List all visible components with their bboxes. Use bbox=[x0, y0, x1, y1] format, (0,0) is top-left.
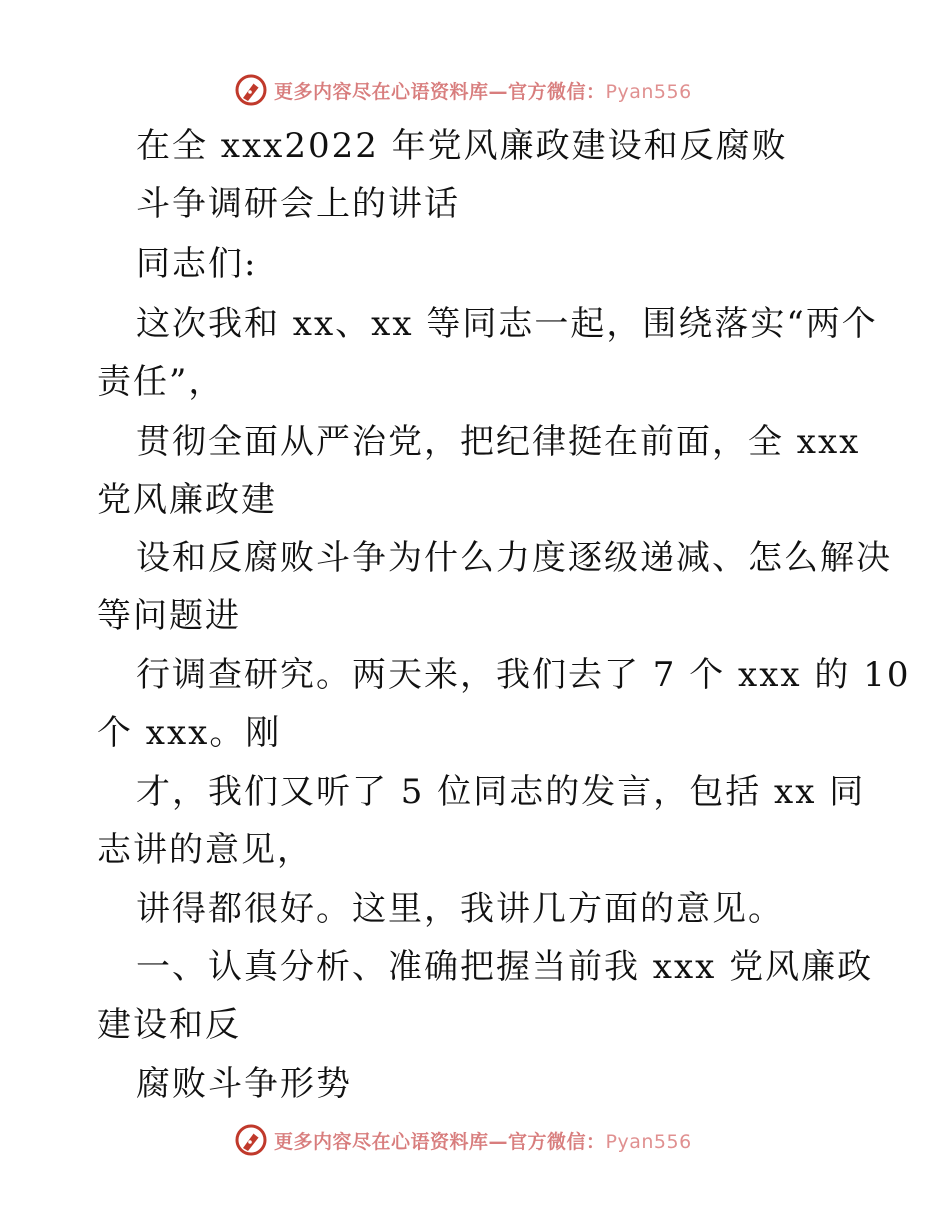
pen-nib-circle-icon bbox=[234, 73, 268, 107]
paragraph-line: 责任”， bbox=[97, 362, 225, 402]
doc-title-line-1: 在全 xxx2022 年党风廉政建设和反腐败 bbox=[136, 126, 788, 166]
header-watermark bbox=[234, 72, 692, 108]
paragraph-line: 等问题进 bbox=[97, 596, 241, 636]
paragraph-line: 党风廉政建 bbox=[97, 480, 277, 520]
paragraph-line: 贯彻全面从严治党，把纪律挺在前面，全 xxx bbox=[136, 422, 861, 462]
section-heading-line: 腐败斗争形势 bbox=[136, 1064, 352, 1104]
watermark-text: 更多内容尽在心语资料库—官方微信：Pyan556 bbox=[274, 80, 692, 103]
watermark-brand: Pyan556 bbox=[605, 1130, 692, 1153]
paragraph-line: 志讲的意见， bbox=[97, 830, 313, 870]
paragraph-line: 这次我和 xx、xx 等同志一起，围绕落实“两个 bbox=[136, 304, 878, 344]
paragraph-line: 设和反腐败斗争为什么力度逐级递减、怎么解决 bbox=[136, 538, 892, 578]
watermark-text: 更多内容尽在心语资料库—官方微信：Pyan556 bbox=[274, 1130, 692, 1153]
paragraph-line: 才，我们又听了 5 位同志的发言，包括 xx 同 bbox=[136, 772, 866, 812]
doc-title-line-2: 斗争调研会上的讲话 bbox=[136, 184, 460, 224]
salutation: 同志们: bbox=[136, 244, 258, 284]
pen-nib-circle-icon bbox=[234, 1123, 268, 1157]
paragraph-line: 讲得都很好。这里，我讲几方面的意见。 bbox=[136, 889, 784, 929]
watermark-brand: Pyan556 bbox=[605, 80, 692, 103]
paragraph-line: 个 xxx。刚 bbox=[97, 713, 282, 753]
footer-watermark bbox=[234, 1122, 692, 1158]
section-heading-line: 建设和反 bbox=[97, 1005, 241, 1045]
paragraph-line: 行调查研究。两天来，我们去了 7 个 xxx 的 10 bbox=[136, 655, 911, 695]
section-heading-line: 一、认真分析、准确把握当前我 xxx 党风廉政 bbox=[136, 947, 874, 987]
